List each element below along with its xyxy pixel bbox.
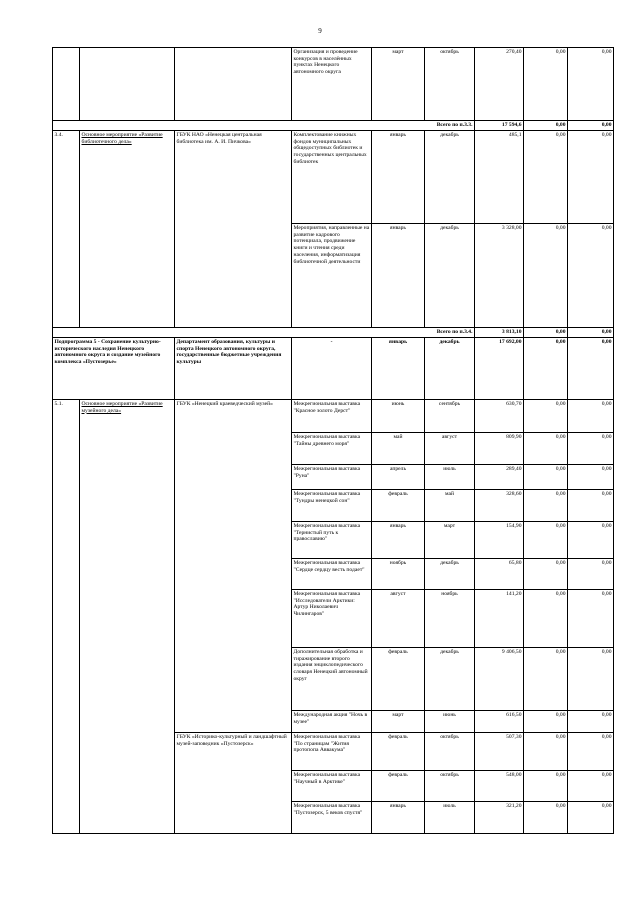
end-month: декабрь [425, 224, 475, 328]
amount-3: 0,00 [568, 711, 614, 733]
amount-3: 0,00 [568, 771, 614, 802]
total-row [53, 121, 614, 131]
end-month: октябрь [425, 771, 475, 802]
start-month: февраль [372, 771, 425, 802]
end-month: март [425, 522, 475, 559]
executor: ГБУК НАО «Ненецкая центральная библиотека им. А. И. Пичкова» [175, 131, 292, 328]
end-month: октябрь [425, 48, 475, 121]
activity-name: Основное мероприятие «Развитие музейного дела» [80, 400, 175, 834]
amount-2: 0,00 [524, 559, 568, 590]
event-name: Международная акция "Ночь в музее" [292, 711, 372, 733]
table-row [53, 400, 614, 433]
event-name: Межрегиональная выставка "Руна" [292, 465, 372, 490]
amount-1: 809,90 [475, 433, 524, 465]
event-name: Межрегиональная выставка "Пустозерск, 5 веков спустя" [292, 802, 372, 834]
subprogram-executor: Департамент образования, культуры и спорта Ненецкого автономного округа, государственные бюджетные учреждения культуры [175, 338, 292, 400]
amount-1: 630,70 [475, 400, 524, 433]
amount-2: 0,00 [524, 590, 568, 648]
amount-3: 0,00 [568, 490, 614, 522]
event-name: Организация и проведение конкурсов в населённых пунктах Ненецкого автономного округа [292, 48, 372, 121]
amount-3: 0,00 [568, 590, 614, 648]
amount-2: 0,00 [524, 733, 568, 771]
activity-name [80, 48, 175, 121]
end-month: июль [425, 465, 475, 490]
subprogram-event: - [292, 338, 372, 400]
amount-1: 141,20 [475, 590, 524, 648]
start-month: ноябрь [372, 559, 425, 590]
start-month: март [372, 48, 425, 121]
start-month: февраль [372, 648, 425, 711]
amount-1: 17 692,00 [475, 338, 524, 400]
row-number: 5.1. [53, 400, 80, 834]
event-name: Межрегиональная выставка "Тундры ненецкой сон" [292, 490, 372, 522]
table-row [53, 48, 614, 121]
amount-3: 0,00 [568, 465, 614, 490]
amount-2: 0,00 [524, 771, 568, 802]
amount-2: 0,00 [524, 433, 568, 465]
amount-3: 0,00 [568, 559, 614, 590]
event-name: Комплектование книжных фондов муниципальных общедоступных библиотек и государственных центральных библиотек [292, 131, 372, 224]
amount-1: 9 406,50 [475, 648, 524, 711]
amount-2: 0,00 [524, 131, 568, 224]
end-month: июнь [425, 711, 475, 733]
event-name: Межрегиональная выставка "Сердце сердцу весть подает" [292, 559, 372, 590]
amount-1: 289,40 [475, 465, 524, 490]
start-month: январь [372, 131, 425, 224]
amount-2: 0,00 [524, 400, 568, 433]
amount-1: 154,90 [475, 522, 524, 559]
total-label: Всего по п.3.4. [53, 328, 475, 338]
amount-1: 507,30 [475, 733, 524, 771]
end-month: май [425, 490, 475, 522]
start-month: январь [372, 338, 425, 400]
event-name: Межрегиональная выставка "Красное золото Дерст" [292, 400, 372, 433]
amount-2: 0,00 [524, 465, 568, 490]
amount-1: 321,20 [475, 802, 524, 834]
event-name: Межрегиональная выставка "Исследователи Арктики: Артур Николаевич Чилингаров" [292, 590, 372, 648]
amount-1: 616,50 [475, 711, 524, 733]
start-month: январь [372, 802, 425, 834]
event-name: Межрегиональная выставка "По страницам "Жития протопопа Аввакума" [292, 733, 372, 771]
end-month: июль [425, 802, 475, 834]
total-amount-2: 0,00 [524, 121, 568, 131]
start-month: август [372, 590, 425, 648]
program-events-table [52, 47, 614, 834]
end-month: декабрь [425, 131, 475, 224]
executor: ГБУК «Ненецкий краеведческий музей» [175, 400, 292, 733]
page-number: 9 [318, 27, 322, 35]
amount-1: 548,00 [475, 771, 524, 802]
amount-3: 0,00 [568, 522, 614, 559]
row-number [53, 48, 80, 121]
end-month: декабрь [425, 648, 475, 711]
end-month: октябрь [425, 733, 475, 771]
amount-2: 0,00 [524, 338, 568, 400]
end-month: декабрь [425, 559, 475, 590]
amount-3: 0,00 [568, 802, 614, 834]
event-name: Дополнительная обработка и тиражирование второго издания энциклопедического словаря Ненецкий автономный округ [292, 648, 372, 711]
total-amount-3: 0,00 [568, 328, 614, 338]
total-amount-1: 17 594,6 [475, 121, 524, 131]
amount-2: 0,00 [524, 648, 568, 711]
total-amount-3: 0,00 [568, 121, 614, 131]
row-number: 3.4. [53, 131, 80, 328]
amount-3: 0,00 [568, 224, 614, 328]
amount-1: 485,1 [475, 131, 524, 224]
amount-3: 0,00 [568, 433, 614, 465]
amount-1: 270,40 [475, 48, 524, 121]
end-month: ноябрь [425, 590, 475, 648]
end-month: сентябрь [425, 400, 475, 433]
start-month: апрель [372, 465, 425, 490]
end-month: декабрь [425, 338, 475, 400]
start-month: февраль [372, 733, 425, 771]
amount-3: 0,00 [568, 338, 614, 400]
amount-2: 0,00 [524, 522, 568, 559]
amount-1: 328,60 [475, 490, 524, 522]
event-name: Межрегиональная выставка "Научный в Арктике" [292, 771, 372, 802]
start-month: июнь [372, 400, 425, 433]
amount-3: 0,00 [568, 48, 614, 121]
total-row [53, 328, 614, 338]
end-month: август [425, 433, 475, 465]
start-month: февраль [372, 490, 425, 522]
subprogram-name: Подпрограмма 5 - Сохранение культурно-исторического наследия Ненецкого автономного округа и создание музейного комплекса «Пустозерье» [53, 338, 175, 400]
amount-2: 0,00 [524, 711, 568, 733]
amount-3: 0,00 [568, 733, 614, 771]
amount-1: 65,80 [475, 559, 524, 590]
total-amount-1: 3 813,10 [475, 328, 524, 338]
activity-name: Основное мероприятие «Развитие библиотечного дела» [80, 131, 175, 328]
amount-2: 0,00 [524, 224, 568, 328]
event-name: Межрегиональная выставка "Тернистый путь к православию" [292, 522, 372, 559]
start-month: март [372, 711, 425, 733]
amount-3: 0,00 [568, 131, 614, 224]
amount-2: 0,00 [524, 48, 568, 121]
amount-3: 0,00 [568, 400, 614, 433]
event-name: Мероприятия, направленные на развитие кадрового потенциала, продвижение книги и чтения среди населения, информатизация библиотечной деятельности [292, 224, 372, 328]
amount-2: 0,00 [524, 802, 568, 834]
start-month: январь [372, 522, 425, 559]
total-amount-2: 0,00 [524, 328, 568, 338]
executor: ГБУК «Историко-культурный и ландшафтный музей-заповедник «Пустозерск» [175, 733, 292, 834]
event-name: Межрегиональная выставка "Тайны древнего моря" [292, 433, 372, 465]
amount-2: 0,00 [524, 490, 568, 522]
start-month: май [372, 433, 425, 465]
amount-1: 3 328,00 [475, 224, 524, 328]
total-label: Всего по п.3.3. [53, 121, 475, 131]
table-row [53, 131, 614, 224]
start-month: январь [372, 224, 425, 328]
subprogram-row [53, 338, 614, 400]
executor [175, 48, 292, 121]
amount-3: 0,00 [568, 648, 614, 711]
